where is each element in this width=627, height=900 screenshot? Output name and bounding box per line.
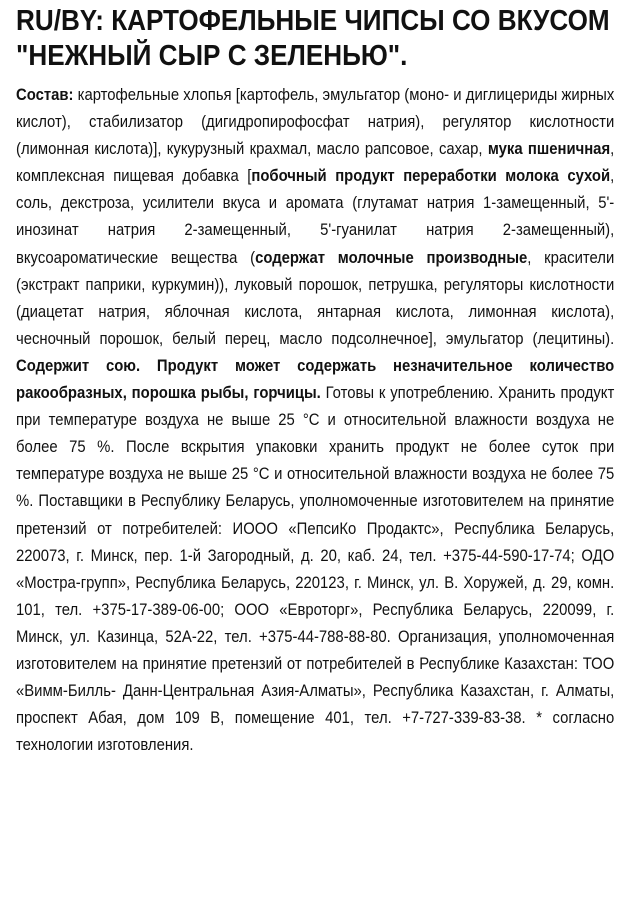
- allergen-milk-byproduct: побочный продукт переработки молока сухой: [251, 166, 611, 186]
- product-title: RU/BY: КАРТОФЕЛЬНЫЕ ЧИПСЫ СО ВКУСОМ "НЕЖНЫЙ СЫР С ЗЕЛЕНЬЮ".: [16, 5, 610, 72]
- allergen-warning: Содержит сою. Продукт может содержать незначительное количество ракообразных, порошка рыбы, горчицы.: [16, 355, 615, 403]
- composition-text-1: картофельные хлопья [картофель, эмульгатор (моно- и диглицериды жирных кислот), стабилизатор (дигидропирофосфат натрия), регулятор кислотности (лимонная кислота)], кукурузный крахмал, масло рапсовое, сахар,: [16, 85, 615, 159]
- composition-text-3: , соль, декстроза, усилители вкуса и аромата (глутамат натрия 1-замещенный, 5'-инозинат натрия 2-замещенный, 5'-гуанилат натрия 2-замещенный), вкусоароматические вещества (: [16, 166, 615, 267]
- composition-paragraph: [16, 81, 614, 758]
- storage-and-suppliers-text: Готовы к употреблению. Хранить продукт при температуре воздуха не выше 25 °С и относительной влажности воздуха не более 75 %. После вскрытия упаковки хранить продукт не более суток при температуре воздуха не выше 25 °С и относительной влажности воздуха не более 75 %. Поставщики в Республику Беларусь, уполномоченные изготовителем на принятие претензий от потребителей: ИООО «ПепсиКо Продактс», Республика Беларусь, 220073, г. Минск, пер. 1-й Загородный, д. 20, каб. 24, тел. +375-44-590-17-74; ОДО «Мостра-групп», Республика Беларусь, 220123, г. Минск, ул. В. Хоружей, д. 29, комн. 101, тел. +375-17-389-06-00; ООО «Евроторг», Республика Беларусь, 220099, г. Минск, ул. Казинца, 52А-22, тел. +375-44-788-88-80. Организация, уполномоченная изготовителем на принятие претензий от потребителей в Республике Казахстан: ТОО «Вимм-Билль- Данн-Центральная Азия-Алматы», Республика Казахстан, г. Алматы, проспект Абая, дом 109 В, помещение 401, тел. +7-727-339-83-38. * согласно технологии изготовления.: [16, 383, 615, 755]
- allergen-milk-derivatives: содержат молочные производные: [255, 247, 528, 267]
- composition-text-4: , красители (экстракт паприки, куркумин)), луковый порошок, петрушка, регуляторы кислотности (диацетат натрия, яблочная кислота, янтарная кислота, лимонная кислота), чесночный порошок, белый перец, масло подсолнечное], эмульгатор (лецитины).: [16, 247, 615, 348]
- label-document: [16, 4, 614, 758]
- composition-text-2: , комплексная пищевая добавка [: [16, 139, 615, 186]
- allergen-wheat-flour: мука пшеничная: [487, 139, 611, 159]
- composition-label: Состав:: [16, 85, 74, 104]
